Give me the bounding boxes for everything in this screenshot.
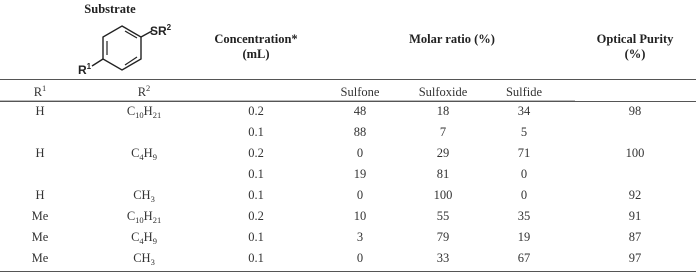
cell-r2: $C_4H_9$	[131, 146, 157, 162]
cell-sulfide: 5	[520, 125, 528, 139]
cell-sulfoxide: 79	[436, 230, 450, 244]
cell-r1: H	[35, 188, 45, 202]
cell-concentration: 0.1	[248, 230, 264, 244]
cell-sulfone: 0	[356, 146, 364, 160]
cell-r1: H	[35, 146, 45, 160]
cell-optical-purity: 92	[628, 188, 642, 202]
cell-optical-purity: 87	[628, 230, 642, 244]
molar-ratio-header: Molar ratio (%)	[409, 32, 495, 46]
sulfoxide-column-header: Sulfoxide	[418, 85, 468, 99]
cell-sulfide: 34	[517, 104, 531, 118]
cell-concentration: 0.2	[248, 104, 264, 118]
cell-r1: Me	[31, 230, 49, 244]
sulfide-column-header: Sulfide	[505, 85, 543, 99]
concentration-unit: (mL)	[242, 47, 270, 61]
cell-concentration: 0.2	[248, 146, 264, 160]
cell-r2: $C_{10}H_{21}$	[126, 209, 162, 225]
r1-column-header: $R^1$	[33, 83, 47, 100]
cell-sulfide: 0	[520, 167, 528, 181]
cell-r1: Me	[31, 209, 49, 223]
r1-label: $R^1$	[78, 62, 92, 77]
cell-concentration: 0.1	[248, 125, 264, 139]
cell-sulfoxide: 81	[436, 167, 450, 181]
cell-optical-purity: 91	[628, 209, 642, 223]
concentration-header	[196, 32, 316, 62]
cell-optical-purity: 100	[625, 146, 645, 160]
cell-sulfone: 88	[353, 125, 367, 139]
cell-r2: $CH_3$	[133, 251, 155, 267]
header-rule-top	[0, 79, 696, 80]
r2-column-header: $R^2$	[137, 83, 151, 100]
cell-sulfoxide: 100	[433, 188, 453, 202]
substrate-header: Substrate	[84, 2, 136, 16]
cell-optical-purity: 98	[628, 104, 642, 118]
cell-sulfone: 19	[353, 167, 367, 181]
header-rule-bottom	[0, 101, 696, 102]
cell-r2: $C_4H_9$	[131, 230, 157, 246]
cell-sulfoxide: 7	[439, 125, 447, 139]
optical-purity-label: Optical Purity	[596, 32, 674, 46]
cell-sulfoxide: 33	[436, 251, 450, 265]
cell-r1: H	[35, 104, 45, 118]
optical-purity-unit: (%)	[624, 47, 646, 61]
cell-concentration: 0.1	[248, 188, 264, 202]
optical-purity-header	[575, 32, 695, 62]
cell-sulfone: 3	[356, 230, 364, 244]
cell-concentration: 0.1	[248, 251, 264, 265]
cell-sulfide: 67	[517, 251, 531, 265]
cell-sulfoxide: 29	[436, 146, 450, 160]
cell-concentration: 0.1	[248, 167, 264, 181]
cell-sulfide: 0	[520, 188, 528, 202]
cell-sulfoxide: 55	[436, 209, 450, 223]
cell-sulfide: 19	[517, 230, 531, 244]
cell-sulfone: 10	[353, 209, 367, 223]
cell-sulfoxide: 18	[436, 104, 450, 118]
sulfone-column-header: Sulfone	[340, 85, 380, 99]
substrate-structure-icon	[40, 20, 170, 76]
cell-sulfone: 0	[356, 188, 364, 202]
cell-optical-purity: 97	[628, 251, 642, 265]
cell-sulfide: 71	[517, 146, 531, 160]
cell-r2: $CH_3$	[133, 188, 155, 204]
cell-sulfone: 48	[353, 104, 367, 118]
sr2-label: $SR^2$	[150, 23, 172, 38]
cell-concentration: 0.2	[248, 209, 264, 223]
cell-r2: $C_{10}H_{21}$	[126, 104, 162, 120]
concentration-label: Concentration*	[214, 32, 298, 46]
cell-r1: Me	[31, 251, 49, 265]
cell-sulfone: 0	[356, 251, 364, 265]
cell-sulfide: 35	[517, 209, 531, 223]
